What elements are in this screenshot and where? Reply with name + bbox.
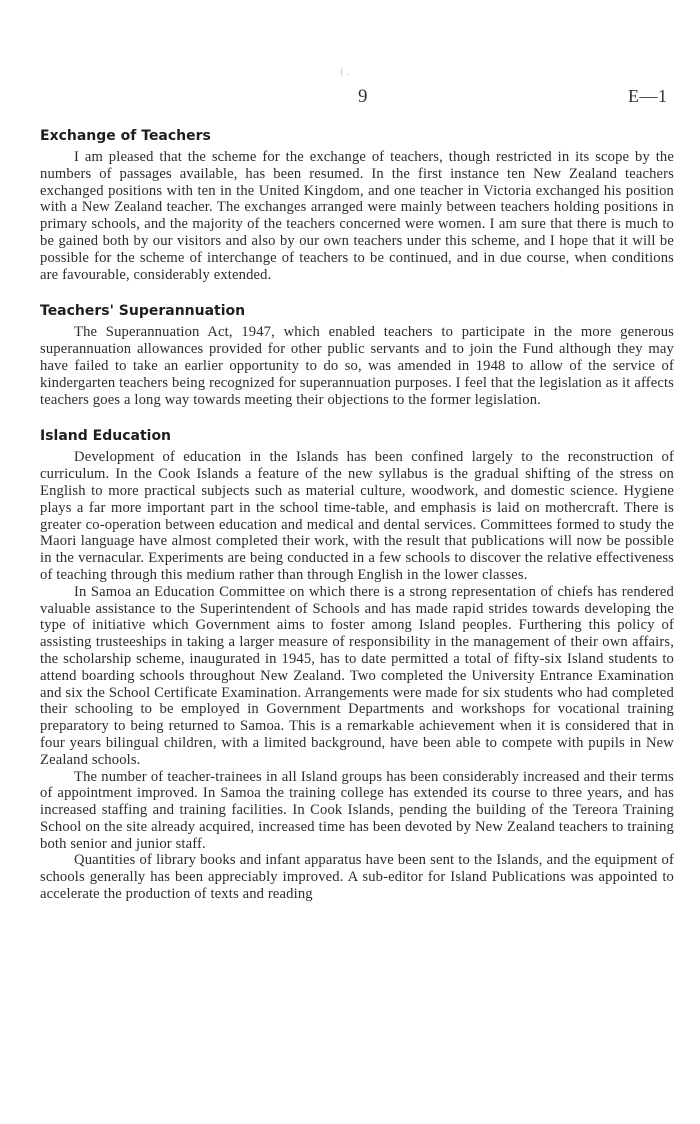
section-heading: Island Education bbox=[40, 428, 172, 445]
section-exchange-of-teachers bbox=[40, 128, 674, 283]
section-heading: Exchange of Teachers bbox=[40, 128, 211, 144]
paragraph: In Samoa an Education Committee on which there is a strong representation of chiefs has rendered valuable assistance to the Superintendent of Schools and has made rapid strides towards developing the type of initiative which Government aims to foster among Island peoples. Furthering this policy of assisting trusteeships in taking a larger measure of responsibility in the management of their own affairs, the scholarship scheme, inaugurated in 1945, has to date permitted a total of fifty-six Island students to attend boarding schools throughout New Zealand. Two completed the University Entrance Examination and six the School Certificate Examination. Arrangements were made for six students who had completed their schooling to be employed in Government Departments and workshops for vocational training preparatory to being returned to Samoa. This is a remarkable achievement when it is considered that in four years bilingual children, with a limited background, have been able to compete with pupils in New Zealand schools. bbox=[40, 583, 674, 768]
page-number: 9 bbox=[358, 86, 368, 107]
scan-speck: ( . bbox=[340, 68, 350, 78]
paragraph: Development of education in the Islands has been confined largely to the reconstruction of curriculum. In the Cook Islands a feature of the new syllabus is the gradual shifting of the stress on English to more practical subjects such as material culture, woodwork, and domestic science. Hygiene plays a far more important part in the school time-table, and emphasis is laid on mothercraft. There is greater co-operation between education and medical and dental services. Committees formed to study the Maori language have almost completed their work, with the result that publications will now be possible in the vernacular. Experiments are being conducted in a few schools to discover the relative effectiveness of teaching through this medium rather than through English in the lower classes. bbox=[40, 449, 674, 583]
paragraph: Quantities of library books and infant apparatus have been sent to the Islands, and the equipment of schools generally has been appreciably improved. A sub-editor for Island Publications was appointed to accelerate the production of texts and reading bbox=[40, 852, 674, 903]
paragraph: I am pleased that the scheme for the exchange of teachers, though restricted in its scope by the numbers of passages available, has been resumed. In the first instance ten New Zealand teachers exchanged positions with ten in the United Kingdom, and one teacher in Victoria exchanged his position with a New Zealand teacher. The exchanges arranged were mainly between teachers holding positions in primary schools, and the majority of the teachers concerned were women. I am sure that there is much to be gained both by our visitors and also by our own teachers under this scheme, and I hope that it will be possible for the scheme of interchange of teachers to be continued, and in due course, when conditions are favourable, considerably extended. bbox=[40, 149, 674, 283]
section-teachers-superannuation bbox=[40, 303, 674, 408]
paragraph: The Superannuation Act, 1947, which enabled teachers to participate in the more generous superannuation allowances provided for other public servants and to join the Fund although they may have failed to take an earlier opportunity to do so, was amended in 1948 to allow of the service of kindergarten teachers being recognized for superannuation purposes. I feel that the legislation as it affects teachers goes a long way towards meeting their objections to the former legislation. bbox=[40, 324, 674, 408]
document-reference: E—1 bbox=[628, 86, 668, 106]
section-island-education bbox=[40, 428, 674, 903]
section-heading: Teachers' Superannuation bbox=[40, 303, 246, 320]
paragraph: The number of teacher-trainees in all Island groups has been considerably increased and their terms of appointment improved. In Samoa the training college has extended its course to three years, and has increased staffing and training facilities. In Cook Islands, pending the building of the Tereora Training School on the site already acquired, increased time has been devoted by New Zealand teachers to training both senior and junior staff. bbox=[40, 768, 674, 852]
document-body bbox=[40, 128, 674, 921]
